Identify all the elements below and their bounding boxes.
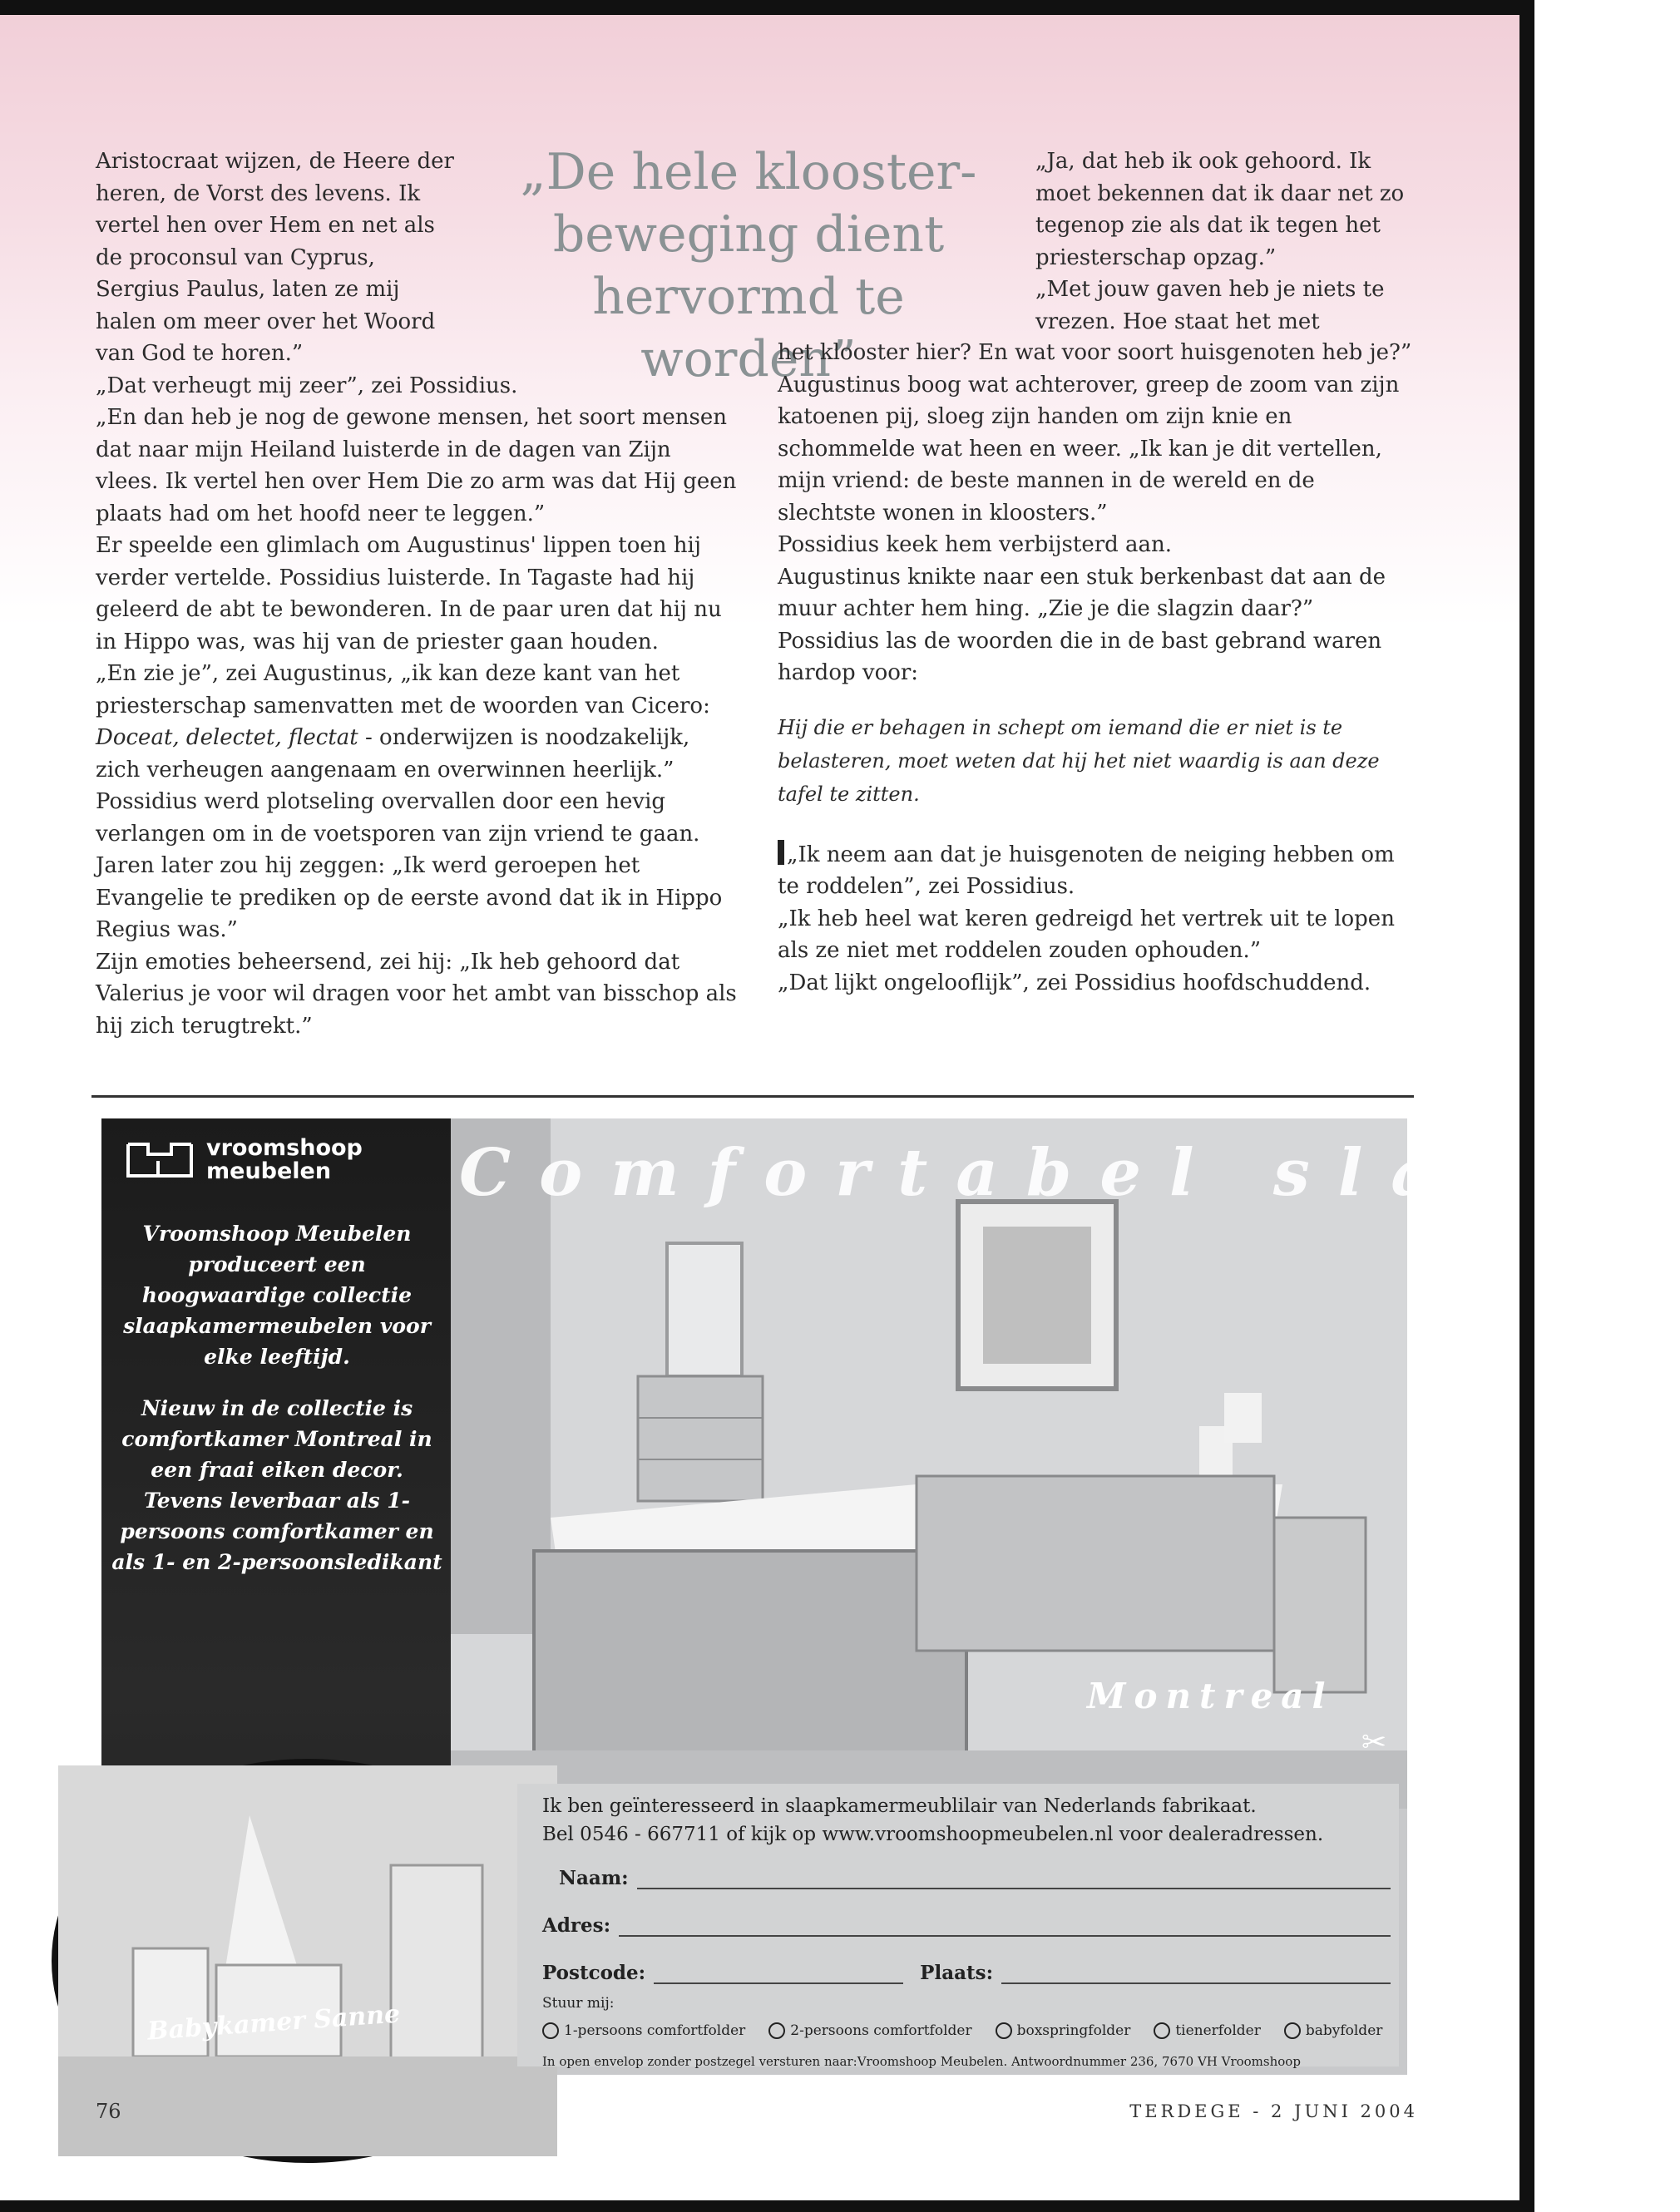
postcode-field[interactable] <box>654 1964 903 1984</box>
article-right-column-top <box>1035 146 1414 338</box>
paragraph: het klooster hier? En wat voor soort huisgenoten heb je?” <box>778 340 1412 365</box>
paragraph: Possidius werd plotseling overvallen door een hevig verlangen om in de voetsporen van zijn vriend te gaan. Jaren later zou hij zeggen: „Ik werd geroepen het Evangelie te prediken op de eerste avond dat ik in Hippo Regius was.” <box>96 789 723 942</box>
option-label: 1-persoons comfortfolder <box>564 2022 746 2039</box>
brand-line: vroomshoop <box>206 1135 363 1161</box>
coupon-intro: Ik ben geïnteresseerd in slaapkamermeublilair van Nederlands fabrikaat. <box>542 1795 1257 1817</box>
brand-name <box>206 1137 363 1183</box>
article-right-column <box>778 337 1414 999</box>
naam-field[interactable] <box>637 1869 1391 1889</box>
coupon-contact: Bel 0546 - 667711 of kijk op www.vroomshoopmeubelen.nl voor dealeradressen. <box>542 1824 1324 1845</box>
radio-icon[interactable] <box>1154 2022 1170 2039</box>
paragraph: Zijn emoties beheersend, zei hij: „Ik heb gehoord dat Valerius je voor wil dragen voor het ambt van bisschop als hij zich terugtrekt.” <box>96 949 737 1039</box>
babykamer-illustration <box>58 1765 557 2156</box>
brand-line: meubelen <box>206 1158 332 1184</box>
paragraph: „Ja, dat heb ik ook gehoord. Ik moet bekennen dat ik daar net zo tegenop zie als dat ik tegen het priesterschap opzag.” <box>1035 149 1405 270</box>
option-boxspring[interactable] <box>996 2022 1131 2039</box>
verse-quote: Hij die er behagen in schept om iemand die er niet is te belasteren, moet weten dat hij het niet waardig is aan deze tafel te zitten. <box>778 715 1380 806</box>
babykamer-label: Babykamer Sanne <box>146 1999 402 2047</box>
magazine-issue: TERDEGE - 2 JUNI 2004 <box>1129 2101 1418 2121</box>
paragraph <box>778 839 1414 903</box>
option-label: 2-persoons comfortfolder <box>790 2022 972 2039</box>
vroomshoop-logo-icon <box>125 1139 195 1181</box>
paragraph <box>96 658 740 786</box>
model-label: Montreal <box>1087 1676 1334 1716</box>
paragraph: Possidius keek hem verbijsterd aan. <box>778 532 1173 557</box>
reply-coupon <box>517 1784 1399 2069</box>
option-2persoons[interactable] <box>768 2022 971 2039</box>
section-divider <box>91 1095 1414 1098</box>
paragraph: Aristocraat wijzen, de Heere der heren, de Vorst des levens. Ik vertel hen over Hem en net als de proconsul van Cyprus, Sergius Paulus, laten ze mij halen om meer over het Woord van God te horen.” <box>96 149 454 366</box>
paragraph: Possidius las de woorden die in de bast gebrand waren hardop voor: <box>778 628 1382 685</box>
scan-border-top <box>0 0 1534 15</box>
option-baby[interactable] <box>1284 2022 1383 2039</box>
adres-row <box>542 1914 1391 1937</box>
brand-logo <box>125 1137 363 1183</box>
paragraph: Er speelde een glimlach om Augustinus' lippen toen hij verder vertelde. Possidius luisterde. In Tagaste had hij geleerd de abt te bewonderen. In de paar uren dat hij nu in Hippo was, was hij van de priester gaan houden. <box>96 533 722 654</box>
naam-label: Naam: <box>559 1867 629 1889</box>
paragraph-text: - onderwijzen is noodzakelijk, zich verheugen aangenaam en overwinnen heerlijk.” <box>96 725 690 783</box>
naam-row <box>542 1867 1391 1889</box>
adres-field[interactable] <box>619 1917 1391 1937</box>
cicero-quote: Doceat, delectet, flectat <box>96 725 358 750</box>
paragraph: „Dat verheugt mij zeer”, zei Possidius. <box>96 373 518 398</box>
option-1persoons[interactable] <box>542 2022 745 2039</box>
scan-border-right <box>1519 0 1534 2212</box>
paragraph: Augustinus knikte naar een stuk berkenbast dat aan de muur achter hem hing. „Zie je die slagzin daar?” <box>778 564 1386 621</box>
pull-quote-line: hervormd te worden” <box>592 268 905 388</box>
paragraph: „En dan heb je nog de gewone mensen, het soort mensen dat naar mijn Heiland luisterde in de dagen van Zijn vlees. Ik vertel hen over Hem Die zo arm was dat Hij geen plaats had om het hoofd neer te leggen.” <box>96 405 737 526</box>
article-left-column <box>96 146 740 1042</box>
radio-icon[interactable] <box>768 2022 785 2039</box>
radio-icon[interactable] <box>542 2022 559 2039</box>
scan-border-bottom <box>0 2200 1534 2212</box>
ad-headline: Comfortabel slapen <box>459 1135 1680 1211</box>
advertisement <box>101 1118 1680 2075</box>
page-number: 76 <box>96 2100 121 2123</box>
plaats-field[interactable] <box>1001 1964 1391 1984</box>
babykamer-photo <box>52 1759 564 2163</box>
section-marker <box>778 840 784 865</box>
option-label: babyfolder <box>1305 2022 1383 2039</box>
paragraph: Augustinus boog wat achterover, greep de zoom van zijn katoenen pij, sloeg zijn handen om zijn knie en schommelde wat heen en weer. „Ik kan je dit vertellen, mijn vriend: de beste mannen in de wereld en de slechtste wonen in kloosters.” <box>778 372 1400 526</box>
adres-label: Adres: <box>542 1914 611 1937</box>
radio-icon[interactable] <box>1284 2022 1301 2039</box>
option-label: boxspringfolder <box>1016 2022 1131 2039</box>
pull-quote-line: beweging dient <box>552 205 945 264</box>
paragraph: „Met jouw gaven heb je niets te vrezen. Hoe staat het met <box>1035 277 1385 334</box>
folder-options <box>542 2022 1391 2039</box>
ad-collection-text: Nieuw in de collectie is comfortkamer Montreal in een fraai eiken decor. Tevens leverbaar als 1-persoons comfortkamer en als 1- en 2-persoonsledikant <box>111 1396 442 1574</box>
option-label: tienerfolder <box>1175 2022 1261 2039</box>
stuur-label: Stuur mij: <box>542 1995 615 2012</box>
coupon-footer: In open envelop zonder postzegel versturen naar:Vroomshoop Meubelen. Antwoordnummer 236, 7670 VH Vroomshoop <box>542 2054 1301 2069</box>
option-tiener[interactable] <box>1154 2022 1261 2039</box>
scissors-icon: ✂ <box>1361 1726 1387 1760</box>
pull-quote-line: „De hele klooster- <box>520 143 977 201</box>
paragraph-text: „Ik neem aan dat je huisgenoten de neiging hebben om te roddelen”, zei Possidius. <box>778 842 1395 899</box>
plaats-label: Plaats: <box>920 1962 994 1984</box>
ad-intro-text: Vroomshoop Meubelen produceert een hoogwaardige collectie slaapkamermeubelen voor elke leeftijd. <box>123 1222 431 1369</box>
radio-icon[interactable] <box>996 2022 1012 2039</box>
postcode-row <box>542 1962 1391 1984</box>
paragraph-text: „En zie je”, zei Augustinus, „ik kan deze kant van het priesterschap samenvatten met de woorden van Cicero: <box>96 661 710 718</box>
paragraph: „Dat lijkt ongelooflijk”, zei Possidius hoofdschuddend. <box>778 970 1371 995</box>
postcode-label: Postcode: <box>542 1962 646 1984</box>
paragraph: „Ik heb heel wat keren gedreigd het vertrek uit te lopen als ze niet met roddelen zouden ophouden.” <box>778 906 1395 963</box>
coupon-content <box>517 1784 1399 2076</box>
